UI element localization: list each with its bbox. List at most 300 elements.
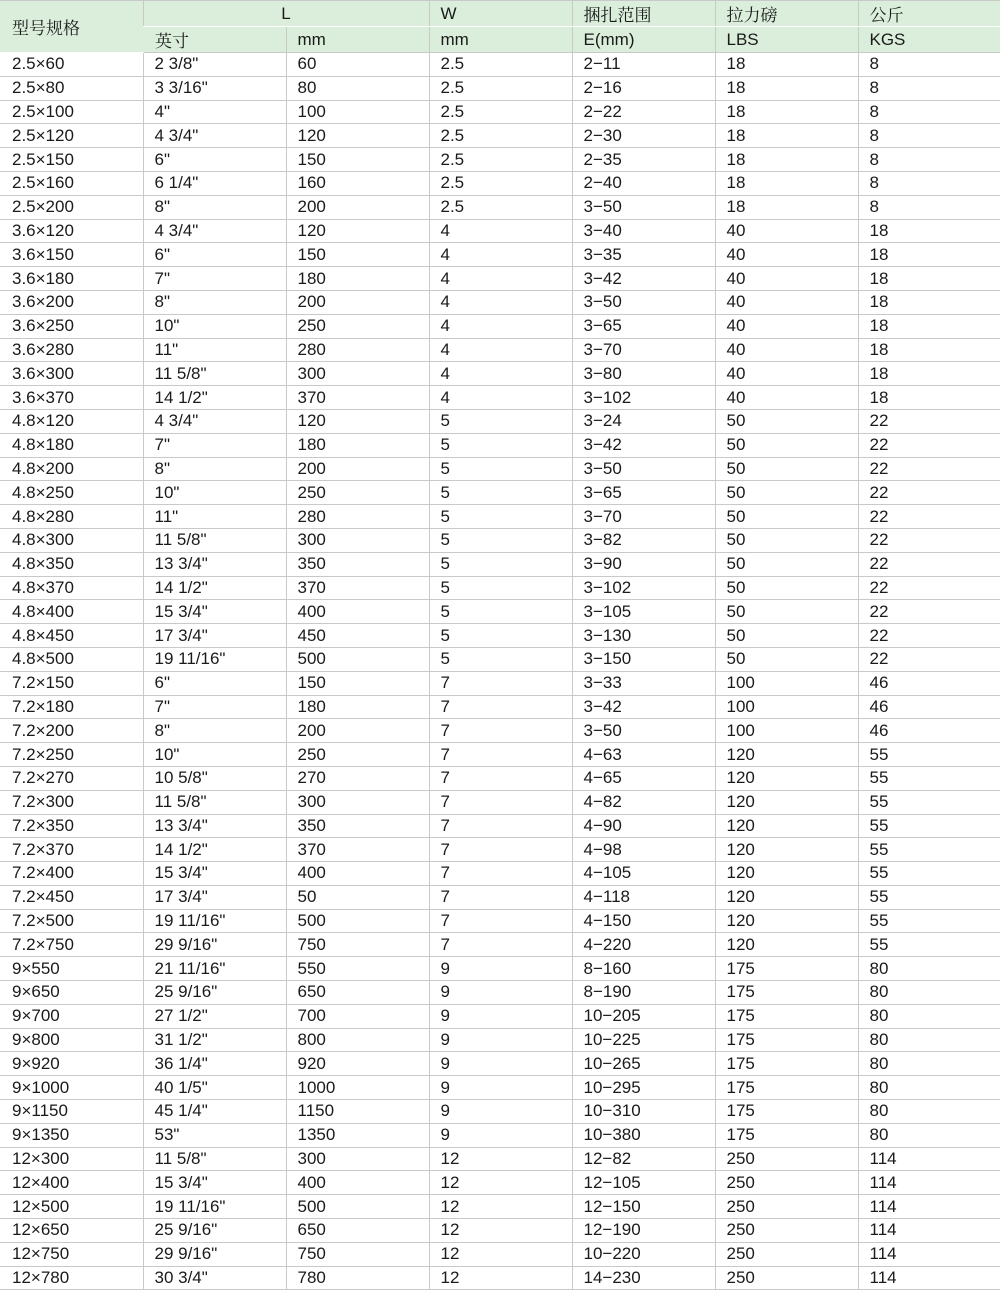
lbs-cell: 120	[715, 766, 858, 790]
model-cell: 3.6×280	[0, 338, 143, 362]
range-cell: 8−190	[572, 981, 715, 1005]
length-mm-cell: 1150	[286, 1100, 429, 1124]
lbs-cell: 40	[715, 386, 858, 410]
header-model: 型号规格	[0, 1, 143, 53]
table-row	[0, 1076, 1000, 1100]
kgs-cell: 55	[858, 885, 1000, 909]
width-mm-cell: 12	[429, 1147, 572, 1171]
model-cell: 7.2×750	[0, 933, 143, 957]
length-mm-cell: 120	[286, 219, 429, 243]
width-mm-cell: 5	[429, 457, 572, 481]
length-mm-cell: 500	[286, 647, 429, 671]
length-mm-cell: 280	[286, 505, 429, 529]
model-cell: 9×650	[0, 981, 143, 1005]
range-cell: 3−50	[572, 719, 715, 743]
width-mm-cell: 2.5	[429, 148, 572, 172]
model-cell: 7.2×200	[0, 719, 143, 743]
model-cell: 9×550	[0, 957, 143, 981]
table-row	[0, 1171, 1000, 1195]
length-mm-cell: 350	[286, 552, 429, 576]
width-mm-cell: 7	[429, 743, 572, 767]
length-mm-cell: 180	[286, 433, 429, 457]
model-cell: 4.8×370	[0, 576, 143, 600]
inch-cell: 19 11/16"	[143, 1195, 286, 1219]
width-mm-cell: 9	[429, 1123, 572, 1147]
range-cell: 3−82	[572, 528, 715, 552]
model-cell: 7.2×450	[0, 885, 143, 909]
lbs-cell: 250	[715, 1195, 858, 1219]
inch-cell: 7"	[143, 695, 286, 719]
model-cell: 3.6×200	[0, 290, 143, 314]
width-mm-cell: 7	[429, 814, 572, 838]
table-row	[0, 1266, 1000, 1290]
range-cell: 12−190	[572, 1219, 715, 1243]
inch-cell: 11 5/8"	[143, 362, 286, 386]
length-mm-cell: 370	[286, 838, 429, 862]
table-row	[0, 981, 1000, 1005]
lbs-cell: 40	[715, 362, 858, 386]
kgs-cell: 8	[858, 100, 1000, 124]
kgs-cell: 114	[858, 1219, 1000, 1243]
length-mm-cell: 450	[286, 624, 429, 648]
table-row	[0, 1052, 1000, 1076]
inch-cell: 8"	[143, 195, 286, 219]
width-mm-cell: 2.5	[429, 100, 572, 124]
header-length-mm: mm	[286, 27, 429, 53]
kgs-cell: 18	[858, 314, 1000, 338]
kgs-cell: 22	[858, 647, 1000, 671]
kgs-cell: 80	[858, 1123, 1000, 1147]
model-cell: 2.5×200	[0, 195, 143, 219]
width-mm-cell: 4	[429, 314, 572, 338]
model-cell: 2.5×60	[0, 53, 143, 77]
model-cell: 4.8×350	[0, 552, 143, 576]
model-cell: 12×780	[0, 1266, 143, 1290]
inch-cell: 6"	[143, 671, 286, 695]
inch-cell: 8"	[143, 457, 286, 481]
lbs-cell: 250	[715, 1171, 858, 1195]
range-cell: 3−65	[572, 314, 715, 338]
kgs-cell: 22	[858, 600, 1000, 624]
width-mm-cell: 4	[429, 362, 572, 386]
model-cell: 4.8×500	[0, 647, 143, 671]
model-cell: 7.2×350	[0, 814, 143, 838]
width-mm-cell: 4	[429, 290, 572, 314]
kgs-cell: 18	[858, 386, 1000, 410]
length-mm-cell: 250	[286, 743, 429, 767]
table-row	[0, 624, 1000, 648]
range-cell: 8−160	[572, 957, 715, 981]
table-row	[0, 1242, 1000, 1266]
kgs-cell: 55	[858, 909, 1000, 933]
kgs-cell: 8	[858, 148, 1000, 172]
header-range: 捆扎范围	[572, 1, 715, 27]
kgs-cell: 22	[858, 433, 1000, 457]
inch-cell: 17 3/4"	[143, 885, 286, 909]
width-mm-cell: 7	[429, 933, 572, 957]
length-mm-cell: 80	[286, 76, 429, 100]
header-width-mm: mm	[429, 27, 572, 53]
length-mm-cell: 200	[286, 719, 429, 743]
inch-cell: 11 5/8"	[143, 528, 286, 552]
table-row	[0, 338, 1000, 362]
model-cell: 4.8×300	[0, 528, 143, 552]
range-cell: 2−22	[572, 100, 715, 124]
table-row	[0, 790, 1000, 814]
lbs-cell: 175	[715, 1076, 858, 1100]
table-row	[0, 386, 1000, 410]
width-mm-cell: 9	[429, 981, 572, 1005]
width-mm-cell: 7	[429, 671, 572, 695]
width-mm-cell: 5	[429, 409, 572, 433]
width-mm-cell: 7	[429, 719, 572, 743]
width-mm-cell: 4	[429, 243, 572, 267]
model-cell: 9×1150	[0, 1100, 143, 1124]
width-mm-cell: 5	[429, 624, 572, 648]
table-row	[0, 148, 1000, 172]
lbs-cell: 175	[715, 1028, 858, 1052]
table-row	[0, 576, 1000, 600]
lbs-cell: 40	[715, 219, 858, 243]
length-mm-cell: 1350	[286, 1123, 429, 1147]
range-cell: 3−42	[572, 267, 715, 291]
table-row	[0, 481, 1000, 505]
lbs-cell: 40	[715, 243, 858, 267]
lbs-cell: 120	[715, 933, 858, 957]
lbs-cell: 120	[715, 885, 858, 909]
table-header	[0, 1, 1000, 53]
length-mm-cell: 150	[286, 148, 429, 172]
lbs-cell: 50	[715, 552, 858, 576]
width-mm-cell: 7	[429, 695, 572, 719]
table-row	[0, 957, 1000, 981]
kgs-cell: 55	[858, 743, 1000, 767]
length-mm-cell: 800	[286, 1028, 429, 1052]
width-mm-cell: 5	[429, 600, 572, 624]
range-cell: 3−33	[572, 671, 715, 695]
width-mm-cell: 2.5	[429, 124, 572, 148]
kgs-cell: 55	[858, 766, 1000, 790]
model-cell: 7.2×270	[0, 766, 143, 790]
length-mm-cell: 120	[286, 409, 429, 433]
width-mm-cell: 4	[429, 386, 572, 410]
range-cell: 10−205	[572, 1004, 715, 1028]
table-row	[0, 766, 1000, 790]
length-mm-cell: 780	[286, 1266, 429, 1290]
lbs-cell: 100	[715, 671, 858, 695]
range-cell: 3−42	[572, 695, 715, 719]
inch-cell: 2 3/8"	[143, 53, 286, 77]
inch-cell: 30 3/4"	[143, 1266, 286, 1290]
range-cell: 3−50	[572, 290, 715, 314]
range-cell: 10−265	[572, 1052, 715, 1076]
lbs-cell: 120	[715, 862, 858, 886]
range-cell: 10−380	[572, 1123, 715, 1147]
range-cell: 3−35	[572, 243, 715, 267]
table-row	[0, 362, 1000, 386]
width-mm-cell: 5	[429, 576, 572, 600]
width-mm-cell: 12	[429, 1195, 572, 1219]
table-row	[0, 53, 1000, 77]
inch-cell: 25 9/16"	[143, 1219, 286, 1243]
range-cell: 4−90	[572, 814, 715, 838]
kgs-cell: 18	[858, 338, 1000, 362]
kgs-cell: 55	[858, 933, 1000, 957]
range-cell: 10−220	[572, 1242, 715, 1266]
lbs-cell: 175	[715, 1100, 858, 1124]
length-mm-cell: 400	[286, 862, 429, 886]
length-mm-cell: 280	[286, 338, 429, 362]
kgs-cell: 46	[858, 671, 1000, 695]
range-cell: 3−102	[572, 386, 715, 410]
width-mm-cell: 7	[429, 790, 572, 814]
lbs-cell: 175	[715, 1004, 858, 1028]
inch-cell: 11"	[143, 505, 286, 529]
range-cell: 3−102	[572, 576, 715, 600]
kgs-cell: 22	[858, 505, 1000, 529]
table-row	[0, 695, 1000, 719]
table-row	[0, 195, 1000, 219]
lbs-cell: 50	[715, 528, 858, 552]
kgs-cell: 22	[858, 528, 1000, 552]
lbs-cell: 18	[715, 124, 858, 148]
model-cell: 2.5×160	[0, 171, 143, 195]
length-mm-cell: 650	[286, 1219, 429, 1243]
model-cell: 4.8×200	[0, 457, 143, 481]
range-cell: 2−35	[572, 148, 715, 172]
width-mm-cell: 2.5	[429, 53, 572, 77]
kgs-cell: 22	[858, 409, 1000, 433]
width-mm-cell: 9	[429, 1028, 572, 1052]
range-cell: 4−98	[572, 838, 715, 862]
model-cell: 4.8×120	[0, 409, 143, 433]
inch-cell: 4"	[143, 100, 286, 124]
kgs-cell: 46	[858, 695, 1000, 719]
inch-cell: 15 3/4"	[143, 862, 286, 886]
length-mm-cell: 300	[286, 362, 429, 386]
kgs-cell: 8	[858, 195, 1000, 219]
kgs-cell: 18	[858, 362, 1000, 386]
model-cell: 7.2×150	[0, 671, 143, 695]
model-cell: 3.6×300	[0, 362, 143, 386]
length-mm-cell: 150	[286, 243, 429, 267]
range-cell: 12−82	[572, 1147, 715, 1171]
model-cell: 9×800	[0, 1028, 143, 1052]
width-mm-cell: 2.5	[429, 195, 572, 219]
range-cell: 3−130	[572, 624, 715, 648]
length-mm-cell: 750	[286, 1242, 429, 1266]
table-row	[0, 719, 1000, 743]
lbs-cell: 250	[715, 1147, 858, 1171]
width-mm-cell: 4	[429, 267, 572, 291]
table-row	[0, 600, 1000, 624]
range-cell: 3−90	[572, 552, 715, 576]
table-row	[0, 1195, 1000, 1219]
model-cell: 9×1350	[0, 1123, 143, 1147]
model-cell: 2.5×100	[0, 100, 143, 124]
range-cell: 3−50	[572, 195, 715, 219]
lbs-cell: 250	[715, 1219, 858, 1243]
lbs-cell: 40	[715, 338, 858, 362]
table-row	[0, 1219, 1000, 1243]
kgs-cell: 18	[858, 243, 1000, 267]
inch-cell: 6"	[143, 243, 286, 267]
kgs-cell: 55	[858, 838, 1000, 862]
length-mm-cell: 150	[286, 671, 429, 695]
lbs-cell: 50	[715, 505, 858, 529]
table-row	[0, 505, 1000, 529]
width-mm-cell: 5	[429, 505, 572, 529]
range-cell: 4−220	[572, 933, 715, 957]
inch-cell: 15 3/4"	[143, 1171, 286, 1195]
lbs-cell: 120	[715, 909, 858, 933]
inch-cell: 10"	[143, 743, 286, 767]
table-row	[0, 433, 1000, 457]
range-cell: 4−150	[572, 909, 715, 933]
kgs-cell: 80	[858, 981, 1000, 1005]
inch-cell: 10 5/8"	[143, 766, 286, 790]
lbs-cell: 50	[715, 576, 858, 600]
range-cell: 3−70	[572, 505, 715, 529]
inch-cell: 7"	[143, 433, 286, 457]
kgs-cell: 18	[858, 219, 1000, 243]
width-mm-cell: 4	[429, 219, 572, 243]
width-mm-cell: 12	[429, 1242, 572, 1266]
lbs-cell: 50	[715, 647, 858, 671]
table-row	[0, 290, 1000, 314]
range-cell: 10−310	[572, 1100, 715, 1124]
inch-cell: 14 1/2"	[143, 386, 286, 410]
lbs-cell: 18	[715, 171, 858, 195]
lbs-cell: 18	[715, 76, 858, 100]
inch-cell: 6 1/4"	[143, 171, 286, 195]
inch-cell: 14 1/2"	[143, 576, 286, 600]
header-width: W	[429, 1, 572, 27]
table-row	[0, 1123, 1000, 1147]
lbs-cell: 250	[715, 1266, 858, 1290]
model-cell: 12×500	[0, 1195, 143, 1219]
inch-cell: 3 3/16"	[143, 76, 286, 100]
lbs-cell: 175	[715, 981, 858, 1005]
table-row	[0, 1004, 1000, 1028]
lbs-cell: 175	[715, 1123, 858, 1147]
kgs-cell: 80	[858, 1004, 1000, 1028]
length-mm-cell: 270	[286, 766, 429, 790]
table-row	[0, 838, 1000, 862]
range-cell: 3−40	[572, 219, 715, 243]
model-cell: 9×1000	[0, 1076, 143, 1100]
table-row	[0, 909, 1000, 933]
lbs-cell: 250	[715, 1242, 858, 1266]
width-mm-cell: 12	[429, 1171, 572, 1195]
kgs-cell: 18	[858, 267, 1000, 291]
kgs-cell: 114	[858, 1242, 1000, 1266]
model-cell: 4.8×180	[0, 433, 143, 457]
width-mm-cell: 2.5	[429, 171, 572, 195]
header-inch: 英寸	[143, 27, 286, 53]
table-row	[0, 1100, 1000, 1124]
inch-cell: 29 9/16"	[143, 1242, 286, 1266]
inch-cell: 17 3/4"	[143, 624, 286, 648]
lbs-cell: 175	[715, 1052, 858, 1076]
length-mm-cell: 160	[286, 171, 429, 195]
lbs-cell: 18	[715, 100, 858, 124]
table-row	[0, 314, 1000, 338]
inch-cell: 36 1/4"	[143, 1052, 286, 1076]
length-mm-cell: 120	[286, 124, 429, 148]
range-cell: 3−50	[572, 457, 715, 481]
header-weight: 公斤	[858, 1, 1000, 27]
length-mm-cell: 370	[286, 386, 429, 410]
model-cell: 4.8×280	[0, 505, 143, 529]
length-mm-cell: 300	[286, 1147, 429, 1171]
kgs-cell: 55	[858, 790, 1000, 814]
length-mm-cell: 500	[286, 909, 429, 933]
lbs-cell: 18	[715, 53, 858, 77]
width-mm-cell: 7	[429, 862, 572, 886]
inch-cell: 10"	[143, 314, 286, 338]
width-mm-cell: 2.5	[429, 76, 572, 100]
range-cell: 3−70	[572, 338, 715, 362]
model-cell: 7.2×400	[0, 862, 143, 886]
model-cell: 2.5×80	[0, 76, 143, 100]
inch-cell: 11 5/8"	[143, 790, 286, 814]
kgs-cell: 46	[858, 719, 1000, 743]
model-cell: 7.2×370	[0, 838, 143, 862]
model-cell: 2.5×120	[0, 124, 143, 148]
length-mm-cell: 180	[286, 267, 429, 291]
length-mm-cell: 920	[286, 1052, 429, 1076]
table-row	[0, 243, 1000, 267]
length-mm-cell: 60	[286, 53, 429, 77]
kgs-cell: 8	[858, 124, 1000, 148]
lbs-cell: 100	[715, 719, 858, 743]
lbs-cell: 40	[715, 290, 858, 314]
kgs-cell: 80	[858, 1076, 1000, 1100]
length-mm-cell: 650	[286, 981, 429, 1005]
header-tension: 拉力磅	[715, 1, 858, 27]
inch-cell: 27 1/2"	[143, 1004, 286, 1028]
header-length: L	[143, 1, 429, 27]
kgs-cell: 114	[858, 1147, 1000, 1171]
model-cell: 4.8×450	[0, 624, 143, 648]
table-body	[0, 53, 1000, 1290]
model-cell: 2.5×150	[0, 148, 143, 172]
inch-cell: 7"	[143, 267, 286, 291]
table-row	[0, 76, 1000, 100]
lbs-cell: 18	[715, 195, 858, 219]
kgs-cell: 114	[858, 1195, 1000, 1219]
model-cell: 7.2×300	[0, 790, 143, 814]
kgs-cell: 8	[858, 76, 1000, 100]
range-cell: 2−11	[572, 53, 715, 77]
model-cell: 3.6×120	[0, 219, 143, 243]
inch-cell: 13 3/4"	[143, 814, 286, 838]
inch-cell: 25 9/16"	[143, 981, 286, 1005]
width-mm-cell: 9	[429, 957, 572, 981]
range-cell: 10−295	[572, 1076, 715, 1100]
lbs-cell: 40	[715, 314, 858, 338]
inch-cell: 6"	[143, 148, 286, 172]
kgs-cell: 114	[858, 1266, 1000, 1290]
model-cell: 4.8×400	[0, 600, 143, 624]
width-mm-cell: 9	[429, 1100, 572, 1124]
width-mm-cell: 12	[429, 1219, 572, 1243]
model-cell: 3.6×250	[0, 314, 143, 338]
width-mm-cell: 9	[429, 1004, 572, 1028]
lbs-cell: 50	[715, 409, 858, 433]
table-row	[0, 552, 1000, 576]
